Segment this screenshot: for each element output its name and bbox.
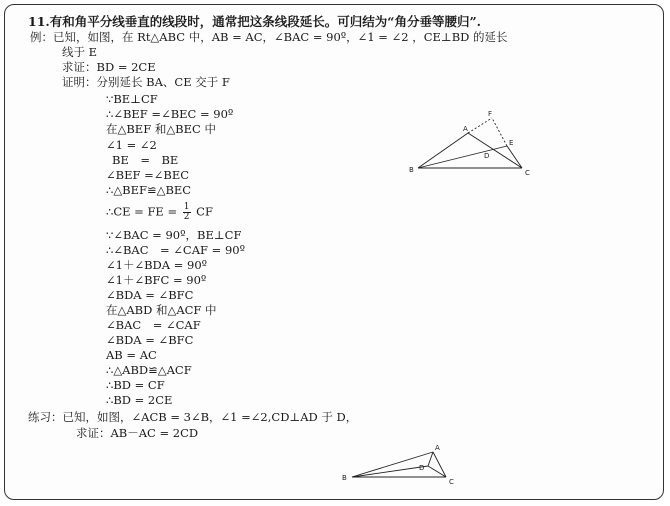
example-given-line2: 线于 E: [62, 45, 98, 59]
proof-step: ∠BAC = ∠CAF: [106, 318, 201, 332]
proof-step: ∠BEF =∠BEC: [106, 168, 190, 182]
example-prove: 求证：BD = 2CE: [62, 60, 156, 74]
figure1-label-b: B: [409, 166, 414, 174]
proof-step: ∠1 = ∠2: [106, 138, 157, 152]
figure1-label-e: E: [509, 139, 514, 147]
figure2-label-c: C: [449, 478, 454, 486]
proof-step: ∠BDA = ∠BFC: [106, 288, 194, 302]
proof-step: ∴△ABD≌△ACF: [106, 363, 192, 377]
segment-ad-2: [428, 452, 433, 466]
proof-step: ∠1＋∠BDA = 90º: [106, 258, 208, 272]
proof-step: ∴∠BAC = ∠CAF = 90º: [106, 243, 246, 257]
proof-step: ∴△BEF≌△BEC: [106, 183, 192, 197]
proof-step: 在△BEF 和△BEC 中: [106, 122, 216, 136]
figure1-label-a: A: [463, 125, 468, 133]
exercise-prove: 求证：AB－AC = 2CD: [76, 426, 199, 440]
figure1-label-c: C: [525, 169, 530, 177]
figure1-label-d: D: [484, 152, 490, 160]
section-title: 11.有和角平分线垂直的线段时，通常把这条线段延长。可归结为“角分垂等腰归”.: [28, 14, 481, 29]
proof-step: ∴BD = CF: [106, 378, 165, 392]
proof-step: AB = AC: [106, 348, 157, 362]
figure2-label-a: A: [435, 444, 440, 452]
example-given-line1: 例：已知，如图，在 Rt△ABC 中，AB = AC，∠BAC = 90º，∠1 = ∠2 ，CE⊥BD 的延长: [30, 30, 508, 44]
proof-step: ∴∠BEF =∠BEC = 90º: [106, 107, 234, 121]
proof-step: ∵∠BAC = 90º，BE⊥CF: [106, 228, 242, 242]
proof-step: ∵BE⊥CF: [106, 92, 158, 106]
figure2-label-d: D: [419, 464, 425, 472]
proof-intro: 证明：分别延长 BA、CE 交于 F: [62, 75, 230, 89]
proof-step: ∠BDA = ∠BFC: [106, 333, 194, 347]
segment-bd-2: [352, 466, 428, 477]
proof-step: BE = BE: [112, 153, 179, 167]
fraction-numerator: 1: [183, 202, 190, 212]
exercise-given: 练习：已知，如图，∠ACB = 3∠B，∠1 =∠2,CD⊥AD 于 D，: [28, 410, 358, 424]
proof-step-text: ∴CE = FE =: [106, 204, 178, 219]
figure2-label-b: B: [342, 474, 347, 482]
proof-step-tail: CF: [196, 204, 213, 219]
proof-step: ∠1＋∠BFC = 90º: [106, 273, 207, 287]
figure1-label-f: F: [488, 110, 493, 118]
proof-step: 在△ABD 和△ACF 中: [106, 303, 217, 317]
fraction-denominator: 2: [183, 212, 190, 222]
proof-step: ∴BD = 2CE: [106, 393, 173, 407]
